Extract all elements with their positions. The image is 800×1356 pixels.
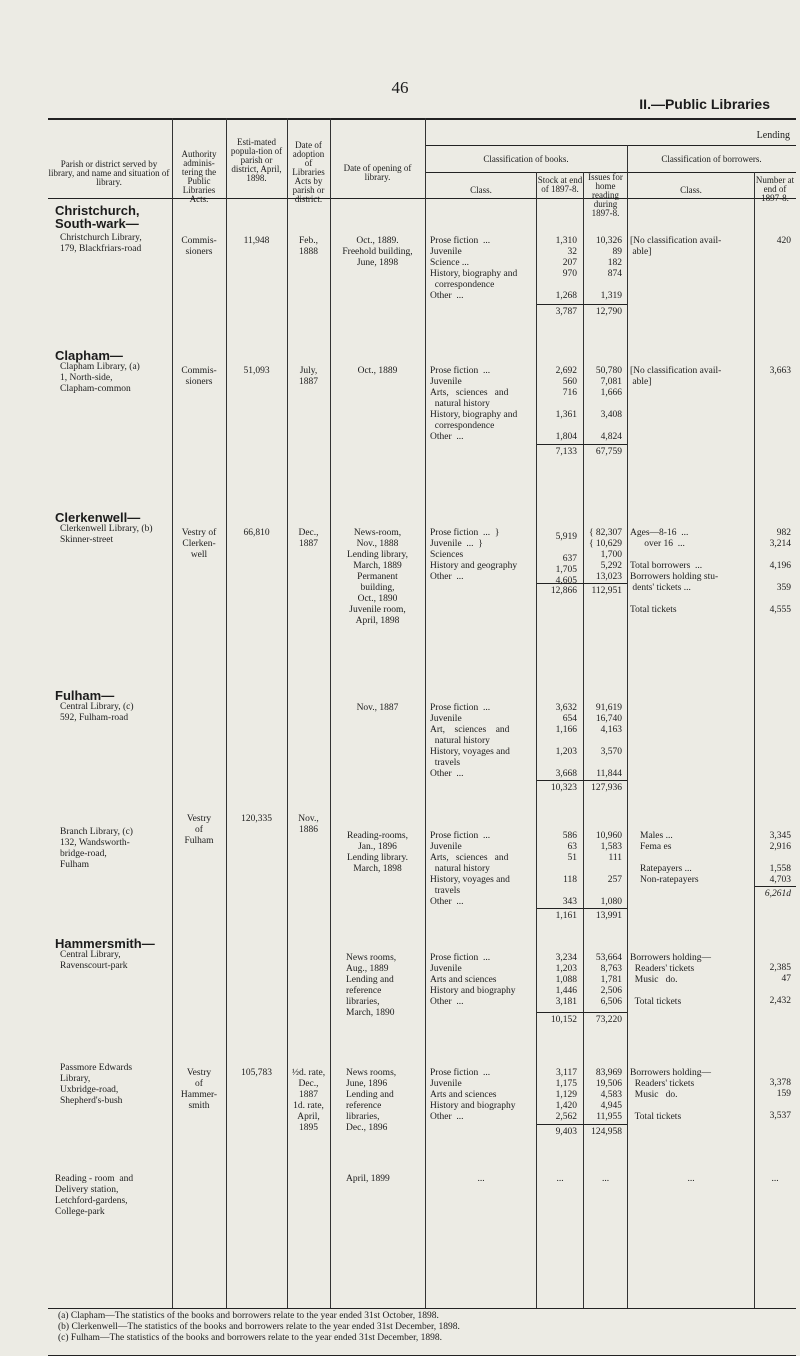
sum-rule [537,908,627,909]
header-borrower-class: Class. [680,185,702,195]
fulham-authority: Vestry of Fulham [184,814,214,846]
clerkenwell-issues: { 82,307 { 10,629 1,700 5,292 13,023 [588,528,622,582]
section-clerkenwell: Clerkenwell— [55,510,141,525]
footnote-rule [48,1308,796,1309]
hammersmith-reading-room: Reading - room and Delivery station, Letchford-gardens, College-park [55,1174,134,1217]
clapham-issues: 50,780 7,081 1,666 3,408 4,824 [595,366,622,442]
running-head: II.—Public Libraries [639,96,770,112]
clerkenwell-stock-total: 12,866 [550,586,577,596]
christchurch-adoption: Feb., 1888 [299,236,318,257]
hammersmith-issues: 53,664 8,763 1,781 2,506 6,506 [595,953,622,1007]
clapham-adoption: July, 1887 [299,366,318,387]
hammersmith-passmore-issues: 83,969 19,506 4,583 4,945 11,955 [595,1068,622,1122]
clerkenwell-borrowers: Ages—8-16 ... over 16 ... Total borrowers ... Borrowers holding stu- dents' tickets ... Total tickets [630,528,719,615]
clapham-classes: Prose fiction ... Juvenile Arts, sciences and natural history History, biography and correspondence Other ... [430,366,518,442]
fulham-branch-library: Branch Library, (c) 132, Wandsworth- bridge-road, Fulham [60,827,133,870]
header-population: Esti-mated popula-tion of parish or district, April, 1898. [230,137,283,183]
hammersmith-passmore-classes: Prose fiction ... Juvenile Arts and sciences History and biography Other ... [430,1068,516,1122]
christchurch-library: Christchurch Library, 179, Blackfriars-road [60,233,142,254]
hammersmith-number: 2,385 47 2,432 [769,963,791,1006]
clapham-borrowers: [No classification avail- able] [630,366,722,387]
clapham-opening: Oct., 1889 [357,366,398,376]
fulham-population: 120,335 [241,814,272,824]
fulham-central-library: Central Library, (c) 592, Fulham-road [60,702,134,723]
sum-rule [537,1124,627,1125]
col-divider [226,118,227,1308]
christchurch-stock: 1,310 32 207 970 1,268 [555,236,577,301]
clerkenwell-number: 982 3,214 4,196 359 4,555 [769,528,791,615]
clapham-stock-total: 7,133 [555,447,577,457]
hammersmith-authority: Vestry of Hammer- smith [180,1068,218,1111]
fulham-branch-issues-total: 13,991 [595,911,622,921]
fulham-classes: Prose fiction ... Juvenile Art, sciences and natural history History, voyages and travels Other ... [430,703,510,779]
sum-rule [537,304,627,305]
footnote-c: (c) Fulham—The statistics of the books and borrowers relate to the year ended 31st December, 1898. [58,1333,442,1343]
fulham-issues: 91,619 16,740 4,163 3,570 11,844 [595,703,622,779]
hammersmith-passmore-number: 3,378 159 3,537 [769,1078,791,1121]
fulham-branch-opening: Reading-rooms, Jan., 1896 Lending library. March, 1898 [346,831,409,874]
fulham-issues-total: 127,936 [591,783,622,793]
sum-rule [755,886,796,887]
header-bottom-rule [48,198,796,199]
clerkenwell-authority: Vestry of Clerken- well [181,528,217,560]
hammersmith-central-library: Central Library, Ravenscourt-park [60,950,128,971]
clapham-stock: 2,692 560 716 1,361 1,804 [555,366,577,442]
fulham-opening: Nov., 1887 [356,703,399,713]
sum-rule [537,780,627,781]
header-class-borrowers: Classification of borrowers. [661,154,762,164]
footnote-b: (b) Clerkenwell—The statistics of the books and borrowers relate to the year ended 31st December, 1898. [58,1322,460,1332]
section-fulham: Fulham— [55,688,115,703]
clerkenwell-adoption: Dec., 1887 [298,528,319,549]
fulham-branch-issues: 10,960 1,583 111 257 1,080 [595,831,622,907]
clapham-number: 3,663 [769,366,791,376]
hammersmith-stock-total: 10,152 [550,1015,577,1025]
header-stock: Stock at end of 1897-8. [537,175,583,194]
reading-borrowers-dots: ... [687,1174,695,1184]
clerkenwell-library: Clerkenwell Library, (b) Skinner-street [60,524,153,545]
lending-rule [425,145,796,146]
hammersmith-passmore-stock: 3,117 1,175 1,129 1,420 2,562 [555,1068,577,1122]
header-adoption: Date of adoption of Libraries Acts by parish or district. [292,140,325,204]
reading-class-dots: ... [477,1174,485,1184]
christchurch-population: 11,948 [243,236,270,246]
clerkenwell-issues-total: 112,951 [591,586,622,596]
hammersmith-opening: News rooms, Aug., 1889 Lending and reference libraries, March, 1890 [346,953,397,1018]
christchurch-classes: Prose fiction ... Juvenile Science ... History, biography and correspondence Other ... [430,236,518,301]
fulham-adoption: Nov., 1886 [298,814,319,835]
clerkenwell-population: 66,810 [243,528,270,538]
christchurch-authority: Commis- sioners [181,236,217,257]
table-top-rule [48,118,796,120]
section-clapham: Clapham— [55,348,123,363]
page-number: 46 [391,78,409,97]
fulham-number-total: 6,261d [764,889,791,899]
clapham-issues-total: 67,759 [595,447,622,457]
christchurch-stock-total: 3,787 [555,307,577,317]
header-class: Class. [470,185,492,195]
hammersmith-passmore-issues-total: 124,958 [591,1127,622,1137]
sum-rule [537,444,627,445]
hammersmith-borrowers: Borrowers holding— Readers' tickets Music do. Total tickets [630,953,712,1007]
christchurch-opening: Oct., 1889. Freehold building, June, 1898 [342,236,413,268]
clerkenwell-stock: 5,919 637 1,705 4,605 [555,532,577,586]
christchurch-issues-total: 12,790 [595,307,622,317]
fulham-stock-total: 10,323 [550,783,577,793]
header-issues: Issues for home reading during 1897-8. [588,172,623,218]
footnote-a: (a) Clapham—The statistics of the books and borrowers relate to the year ended 31st October, 1898. [58,1311,439,1321]
reading-number-dots: ... [771,1174,779,1184]
header-parish: Parish or district served by library, and name and situation of library. [48,159,170,187]
col-divider [627,145,628,1308]
col-divider [754,172,755,1308]
clerkenwell-opening: News-room, Nov., 1888 Lending library, March, 1889 Permanent building, Oct., 1890 Juvenile room, April, 1898 [346,528,409,626]
fulham-branch-stock-total: 1,161 [555,911,577,921]
christchurch-borrowers: [No classification avail- able] [630,236,722,257]
hammersmith-population: 105,783 [241,1068,272,1078]
clapham-library: Clapham Library, (a) 1, North-side, Clapham-common [60,362,140,394]
header-lending: Lending [756,130,790,141]
sum-rule [537,583,627,584]
hammersmith-passmore-library: Passmore Edwards Library, Uxbridge-road, Shepherd's-bush [60,1063,133,1106]
fulham-branch-classes: Prose fiction ... Juvenile Arts, sciences and natural history History, voyages and travels Other ... [430,831,510,907]
header-number: Number at end of 1897-8. [755,175,795,203]
header-authority: Authority adminis-tering the Public Libraries Acts. [181,149,217,204]
clapham-authority: Commis- sioners [181,366,217,387]
col-divider [172,118,173,1308]
section-hammersmith: Hammersmith— [55,936,155,951]
reading-issues-dots: ... [601,1174,610,1184]
clapham-population: 51,093 [243,366,270,376]
col-divider [425,118,426,1308]
hammersmith-passmore-borrowers: Borrowers holding— Readers' tickets Music do. Total tickets [630,1068,712,1122]
fulham-branch-stock: 586 63 51 118 343 [562,831,577,907]
hammersmith-passmore-opening: News rooms, June, 1896 Lending and reference libraries, Dec., 1896 [346,1068,397,1133]
header-class-books: Classification of books. [483,154,569,164]
hammersmith-stock: 3,234 1,203 1,088 1,446 3,181 [555,953,577,1007]
fulham-number: 3,345 2,916 1,558 4,703 [769,831,791,885]
fulham-borrowers: Males ... Fema es Ratepayers ... Non-ratepayers [640,831,699,885]
hammersmith-passmore-stock-total: 9,403 [555,1127,577,1137]
section-christchurch: Christchurch, South-wark— [55,203,140,231]
clerkenwell-classes: Prose fiction ... } Juvenile ... } Sciences History and geography Other ... [430,528,518,582]
hammersmith-issues-total: 73,220 [595,1015,622,1025]
christchurch-number: 420 [776,236,791,246]
christchurch-issues: 10,326 89 182 874 1,319 [595,236,622,301]
hammersmith-reading-opening: April, 1899 [346,1174,390,1184]
fulham-stock: 3,632 654 1,166 1,203 3,668 [555,703,577,779]
header-opening: Date of opening of library. [343,163,412,182]
sum-rule [537,1012,627,1013]
hammersmith-adoption: ½d. rate, Dec., 1887 1d. rate, April, 1895 [291,1068,326,1133]
reading-stock-dots: ... [556,1174,564,1184]
hammersmith-classes: Prose fiction ... Juvenile Arts and sciences History and biography Other ... [430,953,516,1007]
